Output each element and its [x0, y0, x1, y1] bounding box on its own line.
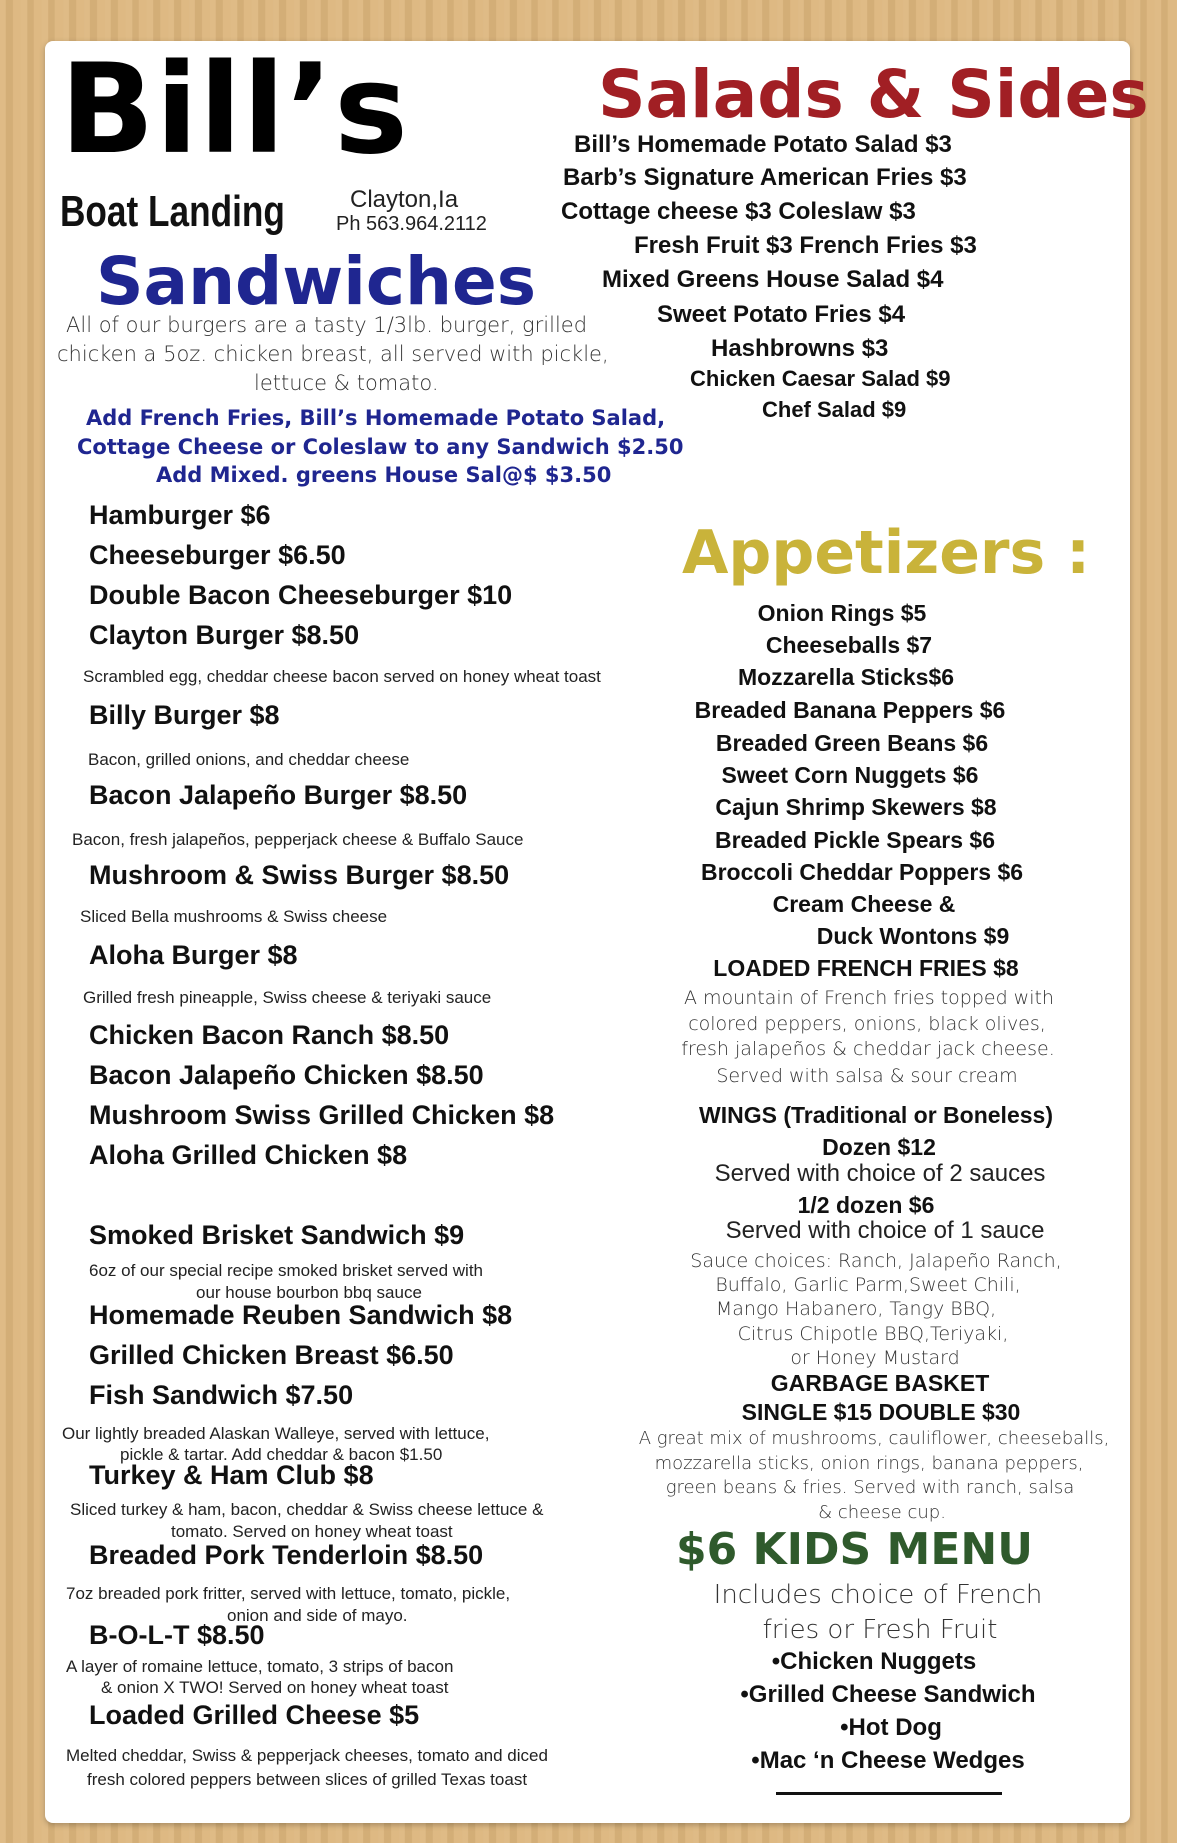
appetizer-item: Mango Habanero, Tangy BBQ, — [715, 1298, 997, 1320]
appetizer-item: colored peppers, onions, black olives, — [688, 1013, 1046, 1035]
sandwich-item: & onion X TWO! Served on honey wheat toast — [101, 1678, 449, 1697]
appetizer-item: Sauce choices: Ranch, Jalapeño Ranch, — [690, 1250, 1062, 1272]
sandwich-item: 6oz of our special recipe smoked brisket served with — [89, 1261, 484, 1280]
sandwich-item: tomato. Served on honey wheat toast — [171, 1522, 453, 1541]
salad-item: Bill’s Homemade Potato Salad $3 — [574, 131, 952, 158]
brand-name: Bill’s — [60, 38, 409, 182]
appetizer-item: or Honey Mustard — [790, 1347, 960, 1369]
sandwich-item: Mushroom & Swiss Burger $8.50 — [89, 860, 510, 890]
appetizer-item: SINGLE $15 DOUBLE $30 — [741, 1399, 1021, 1425]
appetizer-item: & cheese cup. — [818, 1502, 946, 1523]
kids-item: •Chicken Nuggets — [771, 1648, 977, 1675]
salad-item: Hashbrowns $3 — [711, 335, 889, 362]
brand-subtitle: Boat Landing — [60, 187, 285, 236]
brand-phone: Ph 563.964.2112 — [336, 213, 487, 235]
salads-heading: Salads & Sides — [598, 56, 1149, 133]
sandwich-item: Our lightly breaded Alaskan Walleye, served with lettuce, — [62, 1424, 490, 1443]
appetizer-item: Cream Cheese & — [772, 891, 956, 917]
salad-item: Chicken Caesar Salad $9 — [690, 366, 951, 391]
appetizer-item: WINGS (Traditional or Boneless) — [699, 1102, 1053, 1128]
sandwich-item: Clayton Burger $8.50 — [89, 620, 360, 650]
appetizer-item: Mozzarella Sticks$6 — [737, 664, 955, 690]
brand-city: Clayton,Ia — [350, 186, 459, 213]
sandwich-item: Sliced turkey & ham, bacon, cheddar & Swiss cheese lettuce & — [70, 1500, 544, 1519]
sandwich-item: Smoked Brisket Sandwich $9 — [89, 1220, 465, 1250]
appetizer-item: Breaded Banana Peppers $6 — [694, 697, 1006, 723]
sandwich-item: B-O-L-T $8.50 — [89, 1620, 265, 1650]
appetizer-item: Served with choice of 2 sauces — [714, 1160, 1046, 1187]
appetizer-item: Dozen $12 — [822, 1134, 936, 1160]
kids-heading: $6 KIDS MENU — [676, 1524, 1033, 1575]
sandwich-item: fresh colored peppers between slices of grilled Texas toast — [87, 1770, 528, 1789]
sandwich-item: Bacon Jalapeño Burger $8.50 — [89, 780, 468, 810]
appetizer-item: mozzarella sticks, onion rings, banana peppers, — [654, 1453, 1084, 1474]
salad-item: Mixed Greens House Salad $4 — [602, 266, 944, 293]
sandwich-item: Chicken Bacon Ranch $8.50 — [89, 1020, 450, 1050]
sandwich-item: Aloha Burger $8 — [89, 940, 298, 970]
sandwich-item: Mushroom Swiss Grilled Chicken $8 — [89, 1100, 555, 1130]
salad-item: Barb’s Signature American Fries $3 — [563, 164, 967, 191]
appetizers-heading: Appetizers : — [682, 518, 1091, 588]
salad-item: Fresh Fruit $3 French Fries $3 — [634, 232, 977, 259]
kids-item: fries or Fresh Fruit — [762, 1615, 998, 1645]
appetizer-item: LOADED FRENCH FRIES $8 — [713, 955, 1019, 981]
appetizer-item: Duck Wontons $9 — [816, 923, 1010, 949]
appetizer-item: Breaded Green Beans $6 — [715, 730, 989, 756]
appetizer-item: Cajun Shrimp Skewers $8 — [715, 794, 997, 820]
addon-line: Add French Fries, Bill’s Homemade Potato Salad, — [86, 406, 666, 430]
appetizer-item: Onion Rings $5 — [757, 600, 927, 626]
sandwich-item: Melted cheddar, Swiss & pepperjack cheeses, tomato and diced — [66, 1746, 548, 1765]
appetizer-item: fresh jalapeños & cheddar jack cheese. — [681, 1038, 1055, 1060]
sandwich-item: Breaded Pork Tenderloin $8.50 — [89, 1540, 484, 1570]
sandwich-item: 7oz breaded pork fritter, served with lettuce, tomato, pickle, — [66, 1584, 511, 1603]
sandwich-item: pickle & tartar. Add cheddar & bacon $1.50 — [120, 1445, 443, 1464]
appetizer-item: Broccoli Cheddar Poppers $6 — [700, 859, 1024, 885]
sandwich-item: our house bourbon bbq sauce — [196, 1283, 422, 1302]
sandwich-item: Bacon, fresh jalapeños, pepperjack cheese & Buffalo Sauce — [72, 830, 524, 849]
intro-line: lettuce & tomato. — [254, 371, 439, 395]
addon-line: Add Mixed. greens House Sal@$ $3.50 — [156, 463, 612, 487]
sandwich-item: Aloha Grilled Chicken $8 — [89, 1140, 408, 1170]
sandwich-item: Billy Burger $8 — [89, 700, 280, 730]
sandwich-item: Hamburger $6 — [89, 500, 271, 530]
sandwich-item: A layer of romaine lettuce, tomato, 3 strips of bacon — [66, 1657, 454, 1676]
kids-item: •Hot Dog — [840, 1714, 942, 1741]
appetizer-item: GARBAGE BASKET — [770, 1370, 990, 1396]
appetizer-item: Buffalo, Garlic Parm,Sweet Chili, — [715, 1274, 1021, 1296]
sandwich-item: Cheeseburger $6.50 — [89, 540, 346, 570]
intro-line: chicken a 5oz. chicken breast, all served with pickle, — [57, 342, 609, 366]
sandwich-item: Homemade Reuben Sandwich $8 — [89, 1300, 513, 1330]
appetizer-item: Served with choice of 1 sauce — [725, 1217, 1045, 1244]
sandwich-item: Grilled fresh pineapple, Swiss cheese & teriyaki sauce — [83, 988, 492, 1007]
kids-item: •Mac ‘n Cheese Wedges — [751, 1747, 1025, 1774]
sandwich-item: Fish Sandwich $7.50 — [89, 1380, 354, 1410]
appetizer-item: Sweet Corn Nuggets $6 — [721, 762, 979, 788]
salad-item: Cottage cheese $3 Coleslaw $3 — [561, 198, 916, 225]
intro-line: All of our burgers are a tasty 1/3lb. burger, grilled — [66, 313, 588, 337]
appetizer-item: Served with salsa & sour cream — [716, 1065, 1018, 1087]
sandwich-item: Bacon, grilled onions, and cheddar cheese — [88, 750, 410, 769]
appetizer-item: 1/2 dozen $6 — [797, 1192, 935, 1218]
divider-line — [776, 1792, 1002, 1795]
kids-item: Includes choice of French — [713, 1580, 1043, 1610]
sandwich-item: onion and side of mayo. — [227, 1606, 408, 1625]
sandwich-item: Sliced Bella mushrooms & Swiss cheese — [80, 907, 388, 926]
appetizer-item: A great mix of mushrooms, cauliflower, cheeseballs, — [638, 1428, 1110, 1449]
sandwich-item: Loaded Grilled Cheese $5 — [89, 1700, 420, 1730]
sandwich-item: Bacon Jalapeño Chicken $8.50 — [89, 1060, 484, 1090]
sandwich-item: Scrambled egg, cheddar cheese bacon served on honey wheat toast — [83, 667, 601, 686]
sandwiches-heading: Sandwiches — [96, 243, 537, 320]
sandwich-item: Double Bacon Cheeseburger $10 — [89, 580, 513, 610]
appetizer-item: Breaded Pickle Spears $6 — [715, 827, 995, 853]
appetizer-item: green beans & fries. Served with ranch, salsa — [665, 1477, 1075, 1498]
appetizer-item: A mountain of French fries topped with — [684, 987, 1054, 1009]
appetizer-item: Cheeseballs $7 — [765, 632, 933, 658]
salad-item: Chef Salad $9 — [762, 397, 907, 422]
sandwich-item: Turkey & Ham Club $8 — [89, 1460, 374, 1490]
addon-line: Cottage Cheese or Coleslaw to any Sandwich $2.50 — [77, 435, 684, 459]
sandwich-item: Grilled Chicken Breast $6.50 — [89, 1340, 454, 1370]
salad-item: Sweet Potato Fries $4 — [657, 301, 906, 328]
appetizer-item: Citrus Chipotle BBQ,Teriyaki, — [737, 1323, 1009, 1345]
kids-item: •Grilled Cheese Sandwich — [740, 1681, 1036, 1708]
